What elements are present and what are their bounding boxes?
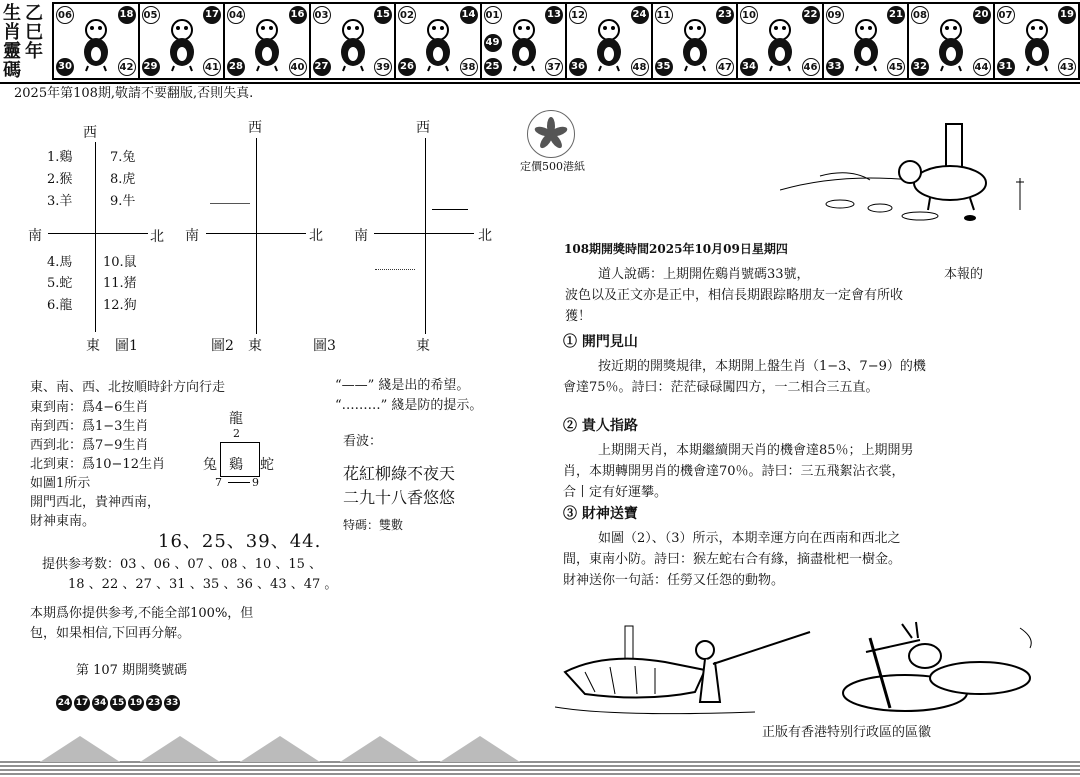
tiger-icon	[247, 14, 287, 72]
zodiac-number: 09	[826, 6, 844, 24]
ref-numbers-line2: 18 、22 、27 、31 、35 、36 、43 、47 。	[68, 577, 338, 592]
zodiac-number: 03	[313, 6, 331, 24]
ref-numbers-line1: 提供参考数：03 、06 、07 、08 、10 、15 、	[42, 557, 323, 572]
hk-emblem-icon	[527, 110, 575, 158]
mini-left: 兔	[203, 457, 217, 473]
section-line: 財神送你一句話：任勞又任怨的動物。	[563, 573, 785, 588]
fig1-zodiac-item: 10.鼠	[103, 255, 137, 270]
zodiac-number: 02	[398, 6, 416, 24]
zodiac-number: 41	[203, 58, 221, 76]
zodiac-number: 29	[142, 58, 160, 76]
rule-line: 西到北：爲7−9生肖	[30, 438, 149, 453]
zodiac-number: 30	[56, 58, 74, 76]
rule-line: 財神東南。	[30, 514, 96, 529]
zodiac-number: 13	[545, 6, 563, 24]
mini-top: 龍	[229, 411, 243, 427]
header-label-col2: 乙巳年	[25, 3, 43, 62]
rule-line: 北到東：爲10−12生肖	[30, 457, 165, 472]
zodiac-number: 20	[973, 6, 991, 24]
fig1-zodiac-item: 3.羊	[47, 194, 73, 209]
draw-ball: 24	[56, 695, 72, 711]
tiger-hunter-cartoon-icon	[555, 622, 815, 726]
section-title: ③ 財神送寶	[563, 506, 638, 522]
fig3-vertical-axis	[425, 138, 426, 334]
zodiac-number: 44	[973, 58, 991, 76]
draw-ball: 23	[146, 695, 162, 711]
rule-line: 東到南：爲4−6生肖	[30, 400, 149, 415]
mini-top-num: 2	[233, 427, 240, 440]
fig2-south: 南	[185, 228, 199, 244]
zodiac-row	[52, 2, 1078, 80]
fig1-zodiac-item: 6.龍	[47, 298, 73, 313]
rule-line: 東、南、西、北按順時針方向行走	[30, 380, 226, 395]
fig1-south: 南	[28, 228, 42, 244]
rule-line: 如圖1所示	[30, 476, 91, 491]
section-line: 上期開天肖，本期繼續開天肖的機會達85％；上期開男	[598, 443, 914, 458]
zodiac-number: 36	[569, 58, 587, 76]
zodiac-cell	[907, 2, 995, 80]
snake-icon	[504, 14, 544, 72]
zodiac-number: 17	[203, 6, 221, 24]
zodiac-number: 45	[887, 58, 905, 76]
zodiac-number: 04	[227, 6, 245, 24]
zodiac-cell	[394, 2, 482, 80]
intro-line3: 獲！	[565, 309, 592, 324]
zodiac-cell	[309, 2, 397, 80]
zodiac-number: 21	[887, 6, 905, 24]
header-title	[0, 0, 48, 82]
issue-line: 2025年第108期,敬請不要翻版,否則失真.	[14, 86, 254, 101]
zodiac-number: 32	[911, 58, 929, 76]
legend-dotted: “………” 綫是防的提示。	[335, 398, 483, 413]
fig2-hope-line	[210, 203, 250, 204]
zodiac-cell	[52, 2, 140, 80]
kanbo-line1: 花紅柳綠不夜天	[343, 464, 456, 483]
fig3-horizontal-axis	[374, 233, 474, 234]
zodiac-number: 31	[997, 58, 1015, 76]
fig3-west: 西	[416, 120, 430, 136]
fig1-label: 圖1	[115, 338, 138, 354]
footer-caption: 正版有香港特别行政區的區徽	[762, 725, 932, 740]
mini-center: 鷄	[229, 457, 243, 473]
fig1-zodiac-item: 1.鷄	[47, 150, 73, 165]
zodiac-number: 24	[631, 6, 649, 24]
main-numbers: 16、25、39、44.	[158, 531, 322, 552]
header-label-col1: 生肖靈碼	[3, 3, 21, 81]
draw-ball: 15	[110, 695, 126, 711]
zodiac-number: 19	[1058, 6, 1076, 24]
fig2-east: 東	[248, 338, 262, 354]
fig1-zodiac-item: 7.兔	[110, 150, 136, 165]
draw-ball: 33	[164, 695, 180, 711]
zodiac-number: 01	[484, 6, 502, 24]
zodiac-number: 27	[313, 58, 331, 76]
zodiac-number: 34	[740, 58, 758, 76]
zodiac-cell	[223, 2, 311, 80]
fig1-vertical-axis	[95, 142, 96, 332]
fig2-north: 北	[309, 228, 323, 244]
fig3-south: 南	[354, 228, 368, 244]
zodiac-number: 07	[997, 6, 1015, 24]
fig2-west: 西	[248, 120, 262, 136]
zodiac-number: 16	[289, 6, 307, 24]
draw-time: 108期開獎時間2025年10月09日星期四	[564, 242, 788, 256]
zodiac-number: 23	[716, 6, 734, 24]
zodiac-cell	[822, 2, 910, 80]
goat-icon	[675, 14, 715, 72]
fig1-horizontal-axis	[48, 233, 148, 234]
rabbit-icon	[333, 14, 373, 72]
section-line: 會達75％。詩曰：茫茫碌碌闖四方，一二相合三五直。	[563, 380, 879, 395]
fig2-label: 圖2	[211, 338, 234, 354]
kanbo-title: 看波：	[343, 434, 383, 449]
zodiac-number: 28	[227, 58, 245, 76]
zodiac-number: 47	[716, 58, 734, 76]
fig1-east: 東	[86, 338, 100, 354]
fig1-zodiac-item: 11.猪	[103, 276, 137, 291]
prev-draw-balls	[56, 690, 182, 711]
pig-icon	[1017, 14, 1057, 72]
intro-line2: 波色以及正文亦是正中，相信長期跟踪略朋友一定會有所收	[565, 288, 904, 303]
zodiac-number: 12	[569, 6, 587, 24]
mini-bottom-line	[228, 482, 250, 483]
section-line: 肖，本期轉開男肖的機會達70％。詩曰：三五飛絮沾衣裳，	[563, 464, 905, 479]
zodiac-cell	[138, 2, 226, 80]
zodiac-number: 35	[655, 58, 673, 76]
section-line: 按近期的開獎規律，本期開上盤生肖（1−3、7−9）的機	[598, 359, 926, 374]
zodiac-number: 14	[460, 6, 478, 24]
fig1-zodiac-item: 9.牛	[110, 194, 136, 209]
section-line: 合丨定有好運攀。	[563, 485, 668, 500]
zodiac-number: 49	[484, 34, 502, 52]
ox-icon	[162, 14, 202, 72]
fig1-zodiac-item: 4.馬	[47, 255, 73, 270]
fig2-vertical-axis	[256, 138, 257, 334]
mini-bottom-right: 9	[252, 476, 259, 489]
fig1-zodiac-item: 2.猴	[47, 172, 73, 187]
zodiac-number: 43	[1058, 58, 1076, 76]
zodiac-cell	[736, 2, 824, 80]
zodiac-cell	[565, 2, 653, 80]
zodiac-header	[0, 0, 1080, 84]
fig1-zodiac-item: 8.虎	[110, 172, 136, 187]
intro-line1: 道人說碼：上期開佐鷄肖號碼33號，	[598, 267, 810, 282]
zodiac-cell	[651, 2, 739, 80]
draw-ball: 34	[92, 695, 108, 711]
fig1-north: 北	[150, 229, 164, 245]
fig3-caution-line	[375, 269, 415, 270]
dragon-icon	[418, 14, 458, 72]
prev-draw-title: 第 107 期開獎號碼	[76, 663, 188, 678]
intro-line1b: 本報的	[944, 267, 984, 282]
fig3-north: 北	[478, 228, 492, 244]
zodiac-number: 15	[374, 6, 392, 24]
rooster-icon	[846, 14, 886, 72]
zodiac-number: 25	[484, 58, 502, 76]
draw-ball: 17	[74, 695, 90, 711]
zodiac-number: 11	[655, 6, 673, 24]
zodiac-number: 46	[802, 58, 820, 76]
section-line: 如圖（2）、（3）所示，本期幸運方向在西南和西北之	[598, 531, 901, 546]
fig1-zodiac-item: 5.蛇	[47, 276, 73, 291]
fig3-label: 圖3	[313, 338, 336, 354]
fig3-hope-line	[432, 209, 468, 210]
section-title: ② 貴人指路	[563, 418, 638, 434]
pig-cartoon-icon	[780, 118, 1040, 232]
fig2-horizontal-axis	[206, 233, 306, 234]
zodiac-cell	[480, 2, 568, 80]
zodiac-number: 33	[826, 58, 844, 76]
zodiac-number: 48	[631, 58, 649, 76]
disclaimer-line2: 包，如果相信,下回再分解。	[30, 626, 191, 641]
fig1-zodiac-item: 12.狗	[103, 298, 137, 313]
fig3-east: 東	[416, 338, 430, 354]
kanbo-line2: 二九十八香悠悠	[343, 488, 456, 507]
zodiac-number: 42	[118, 58, 136, 76]
monkey-icon	[760, 14, 800, 72]
mini-bottom-left: 7	[215, 476, 222, 489]
section-title: ① 開門見山	[563, 334, 638, 350]
section-line: 間，東南小防。詩曰：猴左蛇右合有緣，摘盡枇杷一樹金。	[563, 552, 902, 567]
zodiac-number: 05	[142, 6, 160, 24]
zodiac-cell	[993, 2, 1080, 80]
zodiac-number: 37	[545, 58, 563, 76]
legend-solid: “——” 綫是出的希望。	[335, 378, 470, 393]
zodiac-number: 18	[118, 6, 136, 24]
price-label: 定價500港紙	[520, 160, 585, 173]
special-code: 特碼：雙數	[343, 518, 404, 532]
draw-ball: 19	[128, 695, 144, 711]
rat-icon	[76, 14, 116, 72]
horse-icon	[589, 14, 629, 72]
rule-line: 開門西北，貴神西南，	[30, 495, 161, 510]
zodiac-number: 10	[740, 6, 758, 24]
zodiac-number: 08	[911, 6, 929, 24]
fig1-west: 西	[83, 125, 97, 141]
zodiac-number: 06	[56, 6, 74, 24]
mini-right: 蛇	[260, 457, 274, 473]
bottom-stripe-decoration	[0, 722, 1080, 777]
dog-icon	[931, 14, 971, 72]
rule-line: 南到西：爲1−3生肖	[30, 419, 149, 434]
zodiac-number: 22	[802, 6, 820, 24]
zodiac-number: 38	[460, 58, 478, 76]
zodiac-number: 26	[398, 58, 416, 76]
zodiac-number: 40	[289, 58, 307, 76]
disclaimer-line1: 本期爲你提供参考,不能全部100%，但	[30, 606, 254, 621]
rabbit-millstone-cartoon-icon	[830, 618, 1045, 727]
zodiac-number: 39	[374, 58, 392, 76]
